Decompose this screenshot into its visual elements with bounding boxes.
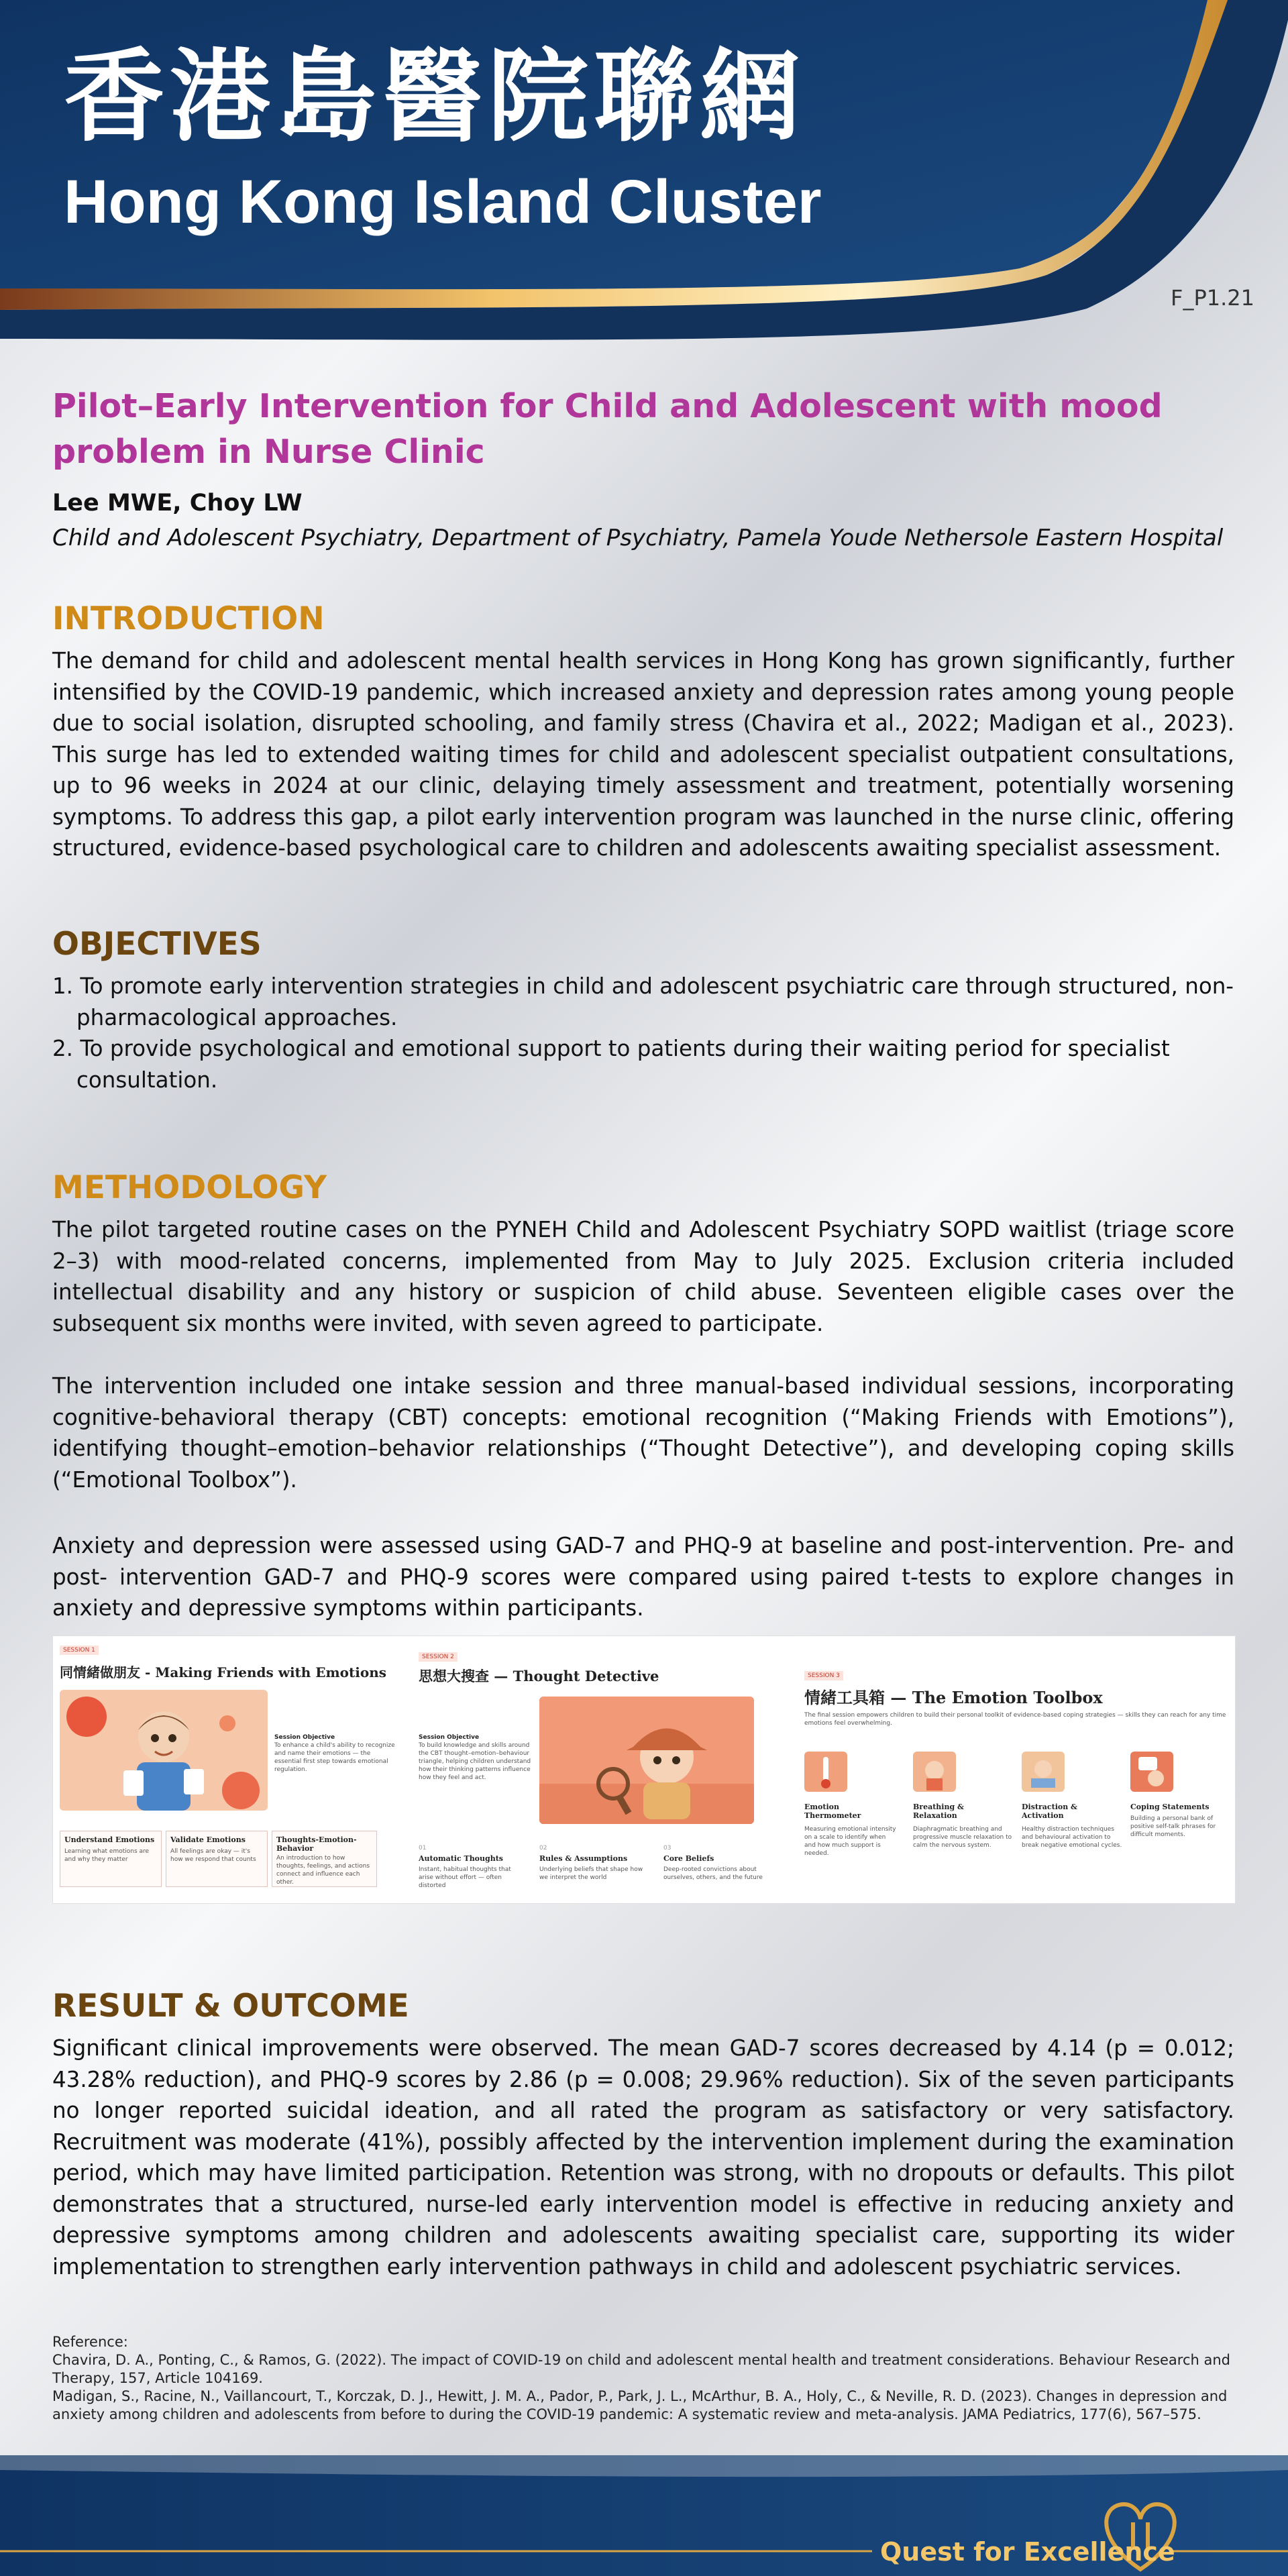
- objectives-list: [52, 971, 1234, 1095]
- methodology-paragraph-3: Anxiety and depression were assessed using GAD-7 and PHQ-9 at baseline and post-intervention. Pre- and post- intervention GAD-7 and PHQ-9 scores were compared using paired t-tests to explore changes in anxiety and depressive symptoms within participants.: [52, 1533, 1234, 1621]
- header-title-english: Hong Kong Island Cluster: [64, 168, 822, 236]
- session-3-tag: SESSION 3: [804, 1671, 843, 1680]
- header-title-chinese: 香港島醫院聯網: [64, 39, 806, 156]
- session-3-panel: SESSION 3 情緒工具箱 — The Emotion Toolbox The final session empowers children to build their personal toolkit of evidence-based coping strategies — skills they can reach for any time emotions feel overwhelming. Emotion Thermometer Measuring emotional intensity on a scale to identify when and how much support is needed. Breathing & Relaxation Diaphragmatic breathing and progressive muscle relaxation to calm the nervous system. Distraction & Activation Healthy distraction techniques and behavioural activation to break negative emotional cycles. Coping Statements Building a personal bank of positive self-talk phrases for difficult moments.: [798, 1636, 1235, 1903]
- methodology-paragraph-2: The intervention included one intake session and three manual-based individual sessions, incorporating cognitive-behavioral therapy (CBT) concepts: emotional recognition (“Making Friends with Emotions”), identifying thought–emotion–behavior relationships (“Thought Detective”), and developing coping skills (“Emotional Toolbox”).: [52, 1373, 1234, 1493]
- poster-title: Pilot–Early Intervention for Child and Adolescent with mood problem in Nurse Clinic: [52, 387, 1163, 471]
- distraction-illustration: [1022, 1752, 1065, 1792]
- objectives-heading: OBJECTIVES: [52, 926, 262, 963]
- session-1-objective-text: To enhance a child's ability to recognize and name their emotions — the essential first step towards emotional regulation.: [274, 1742, 395, 1773]
- session-1-objective-title: Session Objective: [274, 1734, 335, 1741]
- session-1-panel: [53, 1636, 402, 1903]
- session-2-card-1-text: Instant, habitual thoughts that arise without effort — often distorted: [419, 1866, 511, 1889]
- session-2-objective-title: Session Objective: [419, 1734, 480, 1741]
- session-2-panel: SESSION 2 思想大搜查 — Thought Detective Session Objective To build knowledge and skills around the CBT thought–emotion–behaviour triangle, helping children understand how their thinking patterns influence how they feel and act. 01 Automatic Thoughts Instant, habitual thoughts that arise without effort — often distorted 02 Rules & Assumptions Underlying beliefs that shape how we interpret the world 03 Core Beliefs Deep-rooted convictions about ourselves, others, and the future: [412, 1636, 788, 1903]
- session-1-card-2: Validate Emotions All feelings are okay — it's how we respond that counts: [166, 1831, 268, 1887]
- session-3-title: 情緒工具箱 — The Emotion Toolbox: [804, 1688, 1103, 1707]
- child-with-emotion-cards-illustration: [60, 1690, 268, 1811]
- objective-item-2: 2. To provide psychological and emotional support to patients during their waiting period for specialist consultation.: [52, 1036, 1170, 1093]
- poster-affiliation: Child and Adolescent Psychiatry, Department of Psychiatry, Pamela Youde Nethersole Eastern Hospital: [52, 525, 1224, 551]
- session-2-card-3-text: Deep-rooted convictions about ourselves, others, and the future: [663, 1866, 763, 1881]
- header-banner: [0, 0, 1288, 349]
- poster-code: F_P1.21: [1171, 285, 1254, 311]
- poster-authors: Lee MWE, Choy LW: [52, 490, 303, 517]
- references: [52, 2333, 1246, 2424]
- session-1-tag: SESSION 1: [60, 1646, 99, 1655]
- results-heading: RESULT & OUTCOME: [52, 1988, 409, 2025]
- session-1-title: 同情緒做朋友 - Making Friends with Emotions: [60, 1664, 387, 1680]
- session-overview-figure: [52, 1635, 1236, 1904]
- session-2-card-1-title: Automatic Thoughts: [419, 1854, 503, 1863]
- session-1-card-1: Understand Emotions Learning what emotions are and why they matter: [60, 1831, 162, 1887]
- footer-motto: Quest for Excellence: [880, 2537, 1175, 2567]
- session-2-card-3-title: Core Beliefs: [663, 1854, 714, 1863]
- detective-child-illustration: [539, 1697, 754, 1824]
- methodology-heading: METHODOLOGY: [52, 1169, 327, 1206]
- reference-item-2: Madigan, S., Racine, N., Vaillancourt, T., Korczak, D. J., Hewitt, J. M. A., Pador, P., Park, J. L., McArthur, B. A., Holy, C., & Neville, R. D. (2023). Changes in depression and anxiety among children and adolescents from before to during the COVID-19 pandemic: A systematic review and meta-analysis. JAMA Pediatrics, 177(6), 567–575.: [52, 2388, 1228, 2422]
- introduction-text: The demand for child and adolescent mental health services in Hong Kong has grown significantly, further intensified by the COVID-19 pandemic, which increased anxiety and depression rates among young people due to social isolation, disrupted schooling, and family stress (Chavira et al., 2022; Madigan et al., 2023). This surge has led to extended waiting times for child and adolescent specialist outpatient consultations, up to 96 weeks in 2024 at our clinic, delaying timely assessment and treatment, potentially worsening symptoms. To address this gap, a pilot early intervention program was launched in the nurse clinic, offering structured, evidence-based psychological care to children and adolescents awaiting specialist assessment.: [52, 648, 1234, 861]
- session-2-card-2-title: Rules & Assumptions: [539, 1854, 628, 1863]
- session-2-title: 思想大搜查 — Thought Detective: [419, 1668, 659, 1684]
- session-2-tag: SESSION 2: [419, 1652, 458, 1662]
- session-2-objective-text: To build knowledge and skills around the CBT thought–emotion–behaviour triangle, helping children understand how their thinking patterns influence how they feel and act.: [419, 1742, 531, 1781]
- coping-illustration: [1130, 1752, 1173, 1792]
- session-3-intro: The final session empowers children to build their personal toolkit of evidence-based coping strategies — skills they can reach for any time emotions feel overwhelming.: [804, 1712, 1226, 1727]
- references-label: Reference:: [52, 2334, 128, 2350]
- breathing-illustration: [913, 1752, 956, 1792]
- thermometer-illustration: [804, 1752, 847, 1792]
- session-1-card-3: Thoughts-Emotion-Behavior An introduction to how thoughts, feelings, and actions connect and influence each other.: [272, 1831, 377, 1887]
- objective-item-1: 1. To promote early intervention strategies in child and adolescent psychiatric care through structured, non-pharmacological approaches.: [52, 973, 1234, 1030]
- results-text: Significant clinical improvements were observed. The mean GAD-7 scores decreased by 4.14 (p = 0.012; 43.28% reduction), and PHQ-9 scores by 2.86 (p = 0.008; 29.96% reduction). Six of the seven participants no longer reported suicidal ideation, and all rated the program as satisfactory or very satisfactory. Recruitment was moderate (41%), possibly affected by the intervention implement during the examination period, which may have limited participation. Retention was strong, with no dropouts or defaults. This pilot demonstrates that a structured, nurse-led early intervention model is effective in reducing anxiety and depressive symptoms among children and adolescents awaiting specialist care, supporting its wider implementation to strengthen early intervention pathways in child and adolescent psychiatric services.: [52, 2035, 1234, 2279]
- session-2-card-2-text: Underlying beliefs that shape how we interpret the world: [539, 1866, 643, 1881]
- introduction-heading: INTRODUCTION: [52, 600, 325, 637]
- reference-item-1: Chavira, D. A., Ponting, C., & Ramos, G. (2022). The impact of COVID-19 on child and adolescent mental health and treatment considerations. Behaviour Research and Therapy, 157, Article 104169.: [52, 2352, 1231, 2386]
- methodology-paragraph-1: The pilot targeted routine cases on the PYNEH Child and Adolescent Psychiatry SOPD waitlist (triage score 2–3) with mood-related concerns, implemented from May to July 2025. Exclusion criteria included intellectual disability and any history or suspicion of child abuse. Seventeen eligible cases over the subsequent six months were invited, with seven agreed to participate.: [52, 1217, 1234, 1336]
